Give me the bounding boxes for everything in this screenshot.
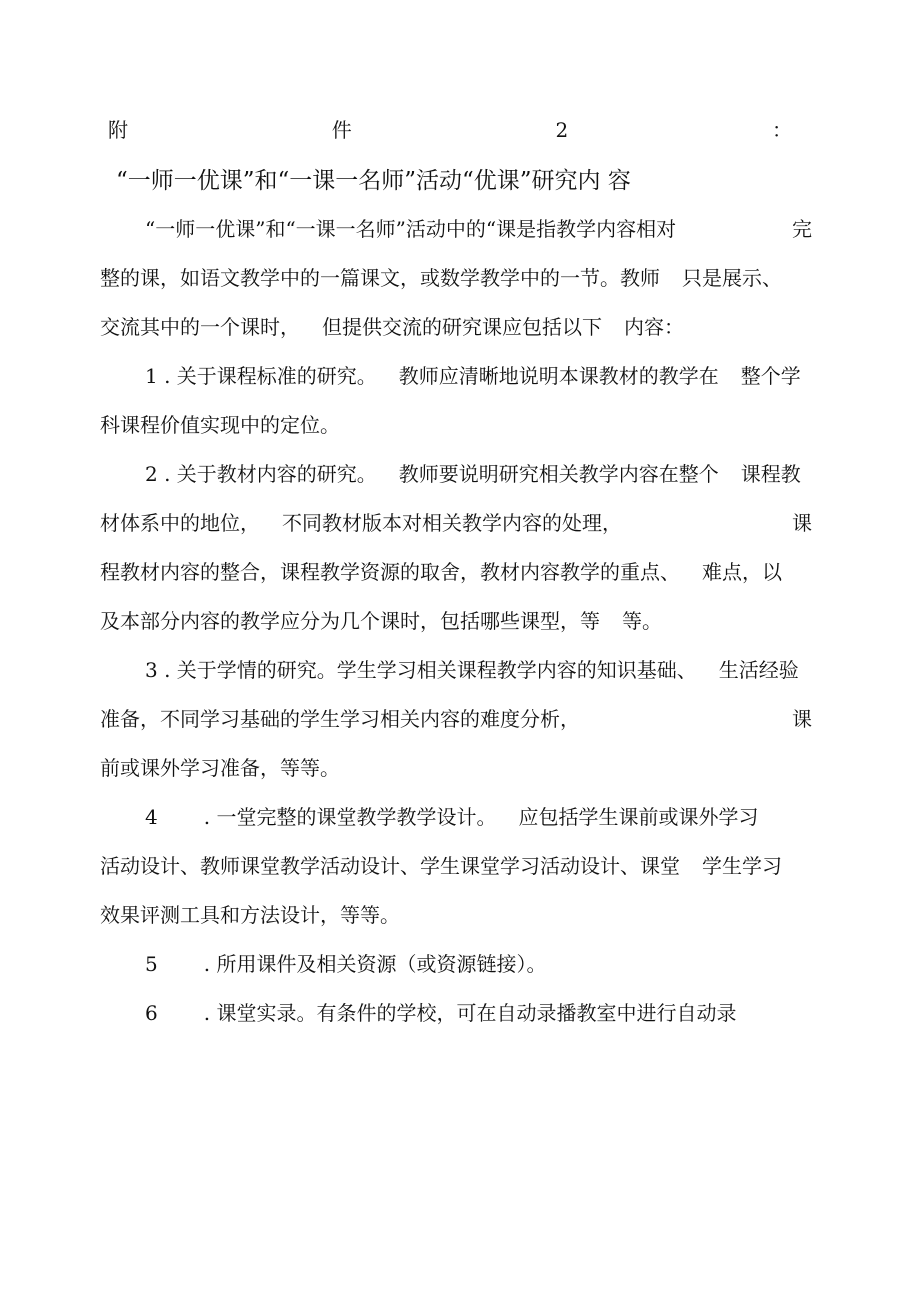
paragraph-line (100, 902, 812, 928)
text-segment: 活动设计、教师课堂教学活动设计、学生课堂学习活动设计、课堂 (100, 854, 680, 878)
text-segment: . 所用课件及相关资源（或资源链接）。 (203, 952, 547, 976)
list-item-3 (100, 657, 812, 683)
text-segment: 材体系中的地位， (100, 511, 260, 535)
text-segment: 1 . 关于课程标准的研究。 (145, 364, 377, 388)
text-segment: 效果评测工具和方法设计，等等。 (100, 903, 400, 927)
text-segment: 课 (792, 707, 812, 731)
paragraph-line (100, 412, 812, 438)
text-segment: 科课程价值实现中的定位。 (100, 413, 340, 437)
header-char: 件 (331, 118, 352, 142)
header-char: 附 (108, 118, 128, 142)
list-number: 4 (145, 805, 158, 829)
text-segment: 准备，不同学习基础的学生学习相关内容的难度分析， (100, 707, 580, 731)
text-segment: 程教材内容的整合，课程教学资源的取舍，教材内容教学的重点、 (100, 560, 680, 584)
text-segment: 难点，以 (702, 560, 782, 584)
text-segment: . 一堂完整的课堂教学教学设计。 (203, 805, 497, 829)
list-item-2 (100, 461, 812, 487)
list-item-5 (100, 951, 812, 977)
text-segment: 教师要说明研究相关教学内容在整个 (398, 462, 719, 486)
paragraph-line (100, 608, 812, 634)
text-segment: 教师应清晰地说明本课教材的教学在 (398, 364, 719, 388)
text-segment: . 课堂实录。有条件的学校，可在自动录播教室中进行自动录 (203, 1001, 737, 1025)
header-colon: ： (771, 118, 792, 142)
paragraph-line (100, 559, 812, 585)
text-segment: 不同教材版本对相关教学内容的处理， (282, 511, 622, 535)
text-segment: 只是展示、 (682, 266, 782, 290)
text-segment: “一师一优课”和“一课一名师”活动中的“课是指教学内容相对 (145, 217, 677, 241)
text-segment: 交流其中的一个课时， (100, 315, 300, 339)
text-segment: 及本部分内容的教学应分为几个课时，包括哪些课型，等 (100, 609, 600, 633)
text-segment: 3 . 关于学情的研究。学生学习相关课程教学内容的知识基础、 (145, 658, 697, 682)
paragraph-line (100, 755, 812, 781)
text-segment: 学生学习 (702, 854, 782, 878)
paragraph-line (100, 216, 812, 242)
list-item-1 (100, 363, 812, 389)
list-item-4 (100, 804, 812, 830)
title-text: “一师一优课”和“一课一名师”活动“优课”研究内 容 (116, 168, 631, 194)
list-number: 5 (145, 952, 158, 976)
paragraph-line (100, 265, 812, 291)
text-segment: 生活经验 (718, 658, 799, 682)
text-segment: 2 . 关于教材内容的研究。 (145, 462, 377, 486)
list-number: 6 (145, 1001, 158, 1025)
text-segment: 内容： (624, 315, 684, 339)
document-title (100, 166, 812, 196)
paragraph-line (100, 706, 812, 732)
attachment-header (100, 117, 812, 143)
text-segment: 课程教 (740, 462, 801, 486)
text-segment: 完 (792, 217, 812, 241)
header-number: 2 (555, 118, 569, 142)
text-segment: 课 (792, 511, 812, 535)
text-segment: 应包括学生课前或课外学习 (518, 805, 759, 829)
paragraph-line (100, 853, 812, 879)
list-item-6 (100, 1000, 812, 1026)
paragraph-line (100, 510, 812, 536)
text-segment: 前或课外学习准备，等等。 (100, 756, 340, 780)
text-segment: 等。 (622, 609, 662, 633)
text-segment: 整的课，如语文教学中的一篇课文，或数学教学中的一节。教师 (100, 266, 660, 290)
text-segment: 但提供交流的研究课应包括以下 (322, 315, 602, 339)
paragraph-line (100, 314, 812, 340)
text-segment: 整个学 (740, 364, 801, 388)
